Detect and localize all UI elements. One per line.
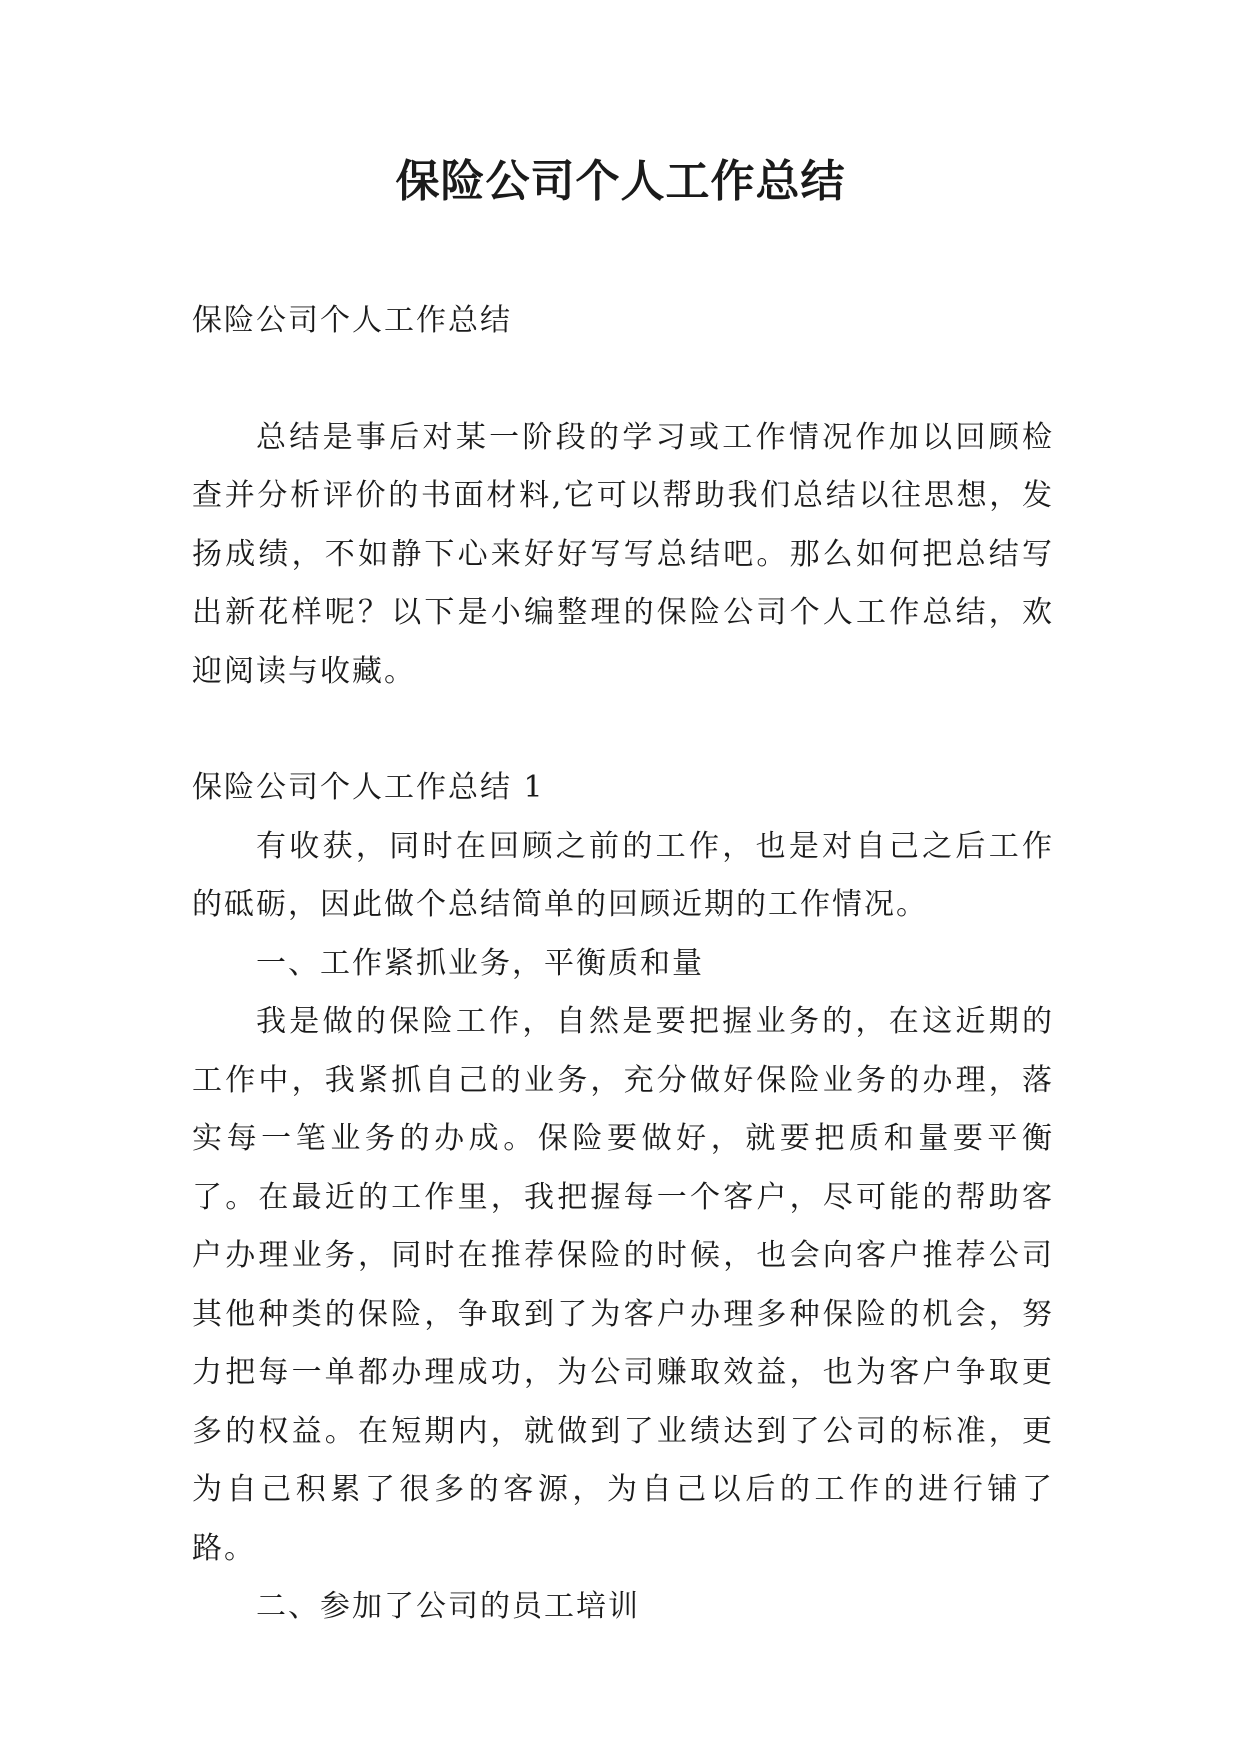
point1-paragraph: 我是做的保险工作，自然是要把握业务的，在这近期的工作中，我紧抓自己的业务，充分做好保险业务的办理，落实每一笔业务的办成。保险要做好，就要把质和量要平衡了。在最近的工作里，我把握每一个客户，尽可能的帮助客户办理业务，同时在推荐保险的时候，也会向客户推荐公司其他种类的保险，争取到了为客户办理多种保险的机会，努力把每一单都办理成功，为公司赚取效益，也为客户争取更多的权益。在短期内，就做到了业绩达到了公司的标准，更为自己积累了很多的客源，为自己以后的工作的进行铺了路。 bbox=[192, 1004, 1054, 1566]
section-heading-1: 保险公司个人工作总结 1 bbox=[192, 770, 545, 805]
document-title: 保险公司个人工作总结 bbox=[395, 156, 846, 207]
document-body bbox=[192, 292, 1054, 1637]
section1-paragraph: 有收获，同时在回顾之前的工作，也是对自己之后工作的砥砺，因此做个总结简单的回顾近期的工作情况。 bbox=[192, 828, 1054, 922]
intro-paragraph: 总结是事后对某一阶段的学习或工作情况作加以回顾检查并分析评价的书面材料,它可以帮助我们总结以往思想，发扬成绩，不如静下心来好好写写总结吧。那么如何把总结写出新花样呢？以下是小编整理的保险公司个人工作总结，欢迎阅读与收藏。 bbox=[192, 419, 1054, 689]
document-subtitle: 保险公司个人工作总结 bbox=[192, 303, 512, 338]
point-heading-2: 二、参加了公司的员工培训 bbox=[256, 1589, 640, 1624]
point-heading-1: 一、工作紧抓业务，平衡质和量 bbox=[256, 945, 704, 981]
